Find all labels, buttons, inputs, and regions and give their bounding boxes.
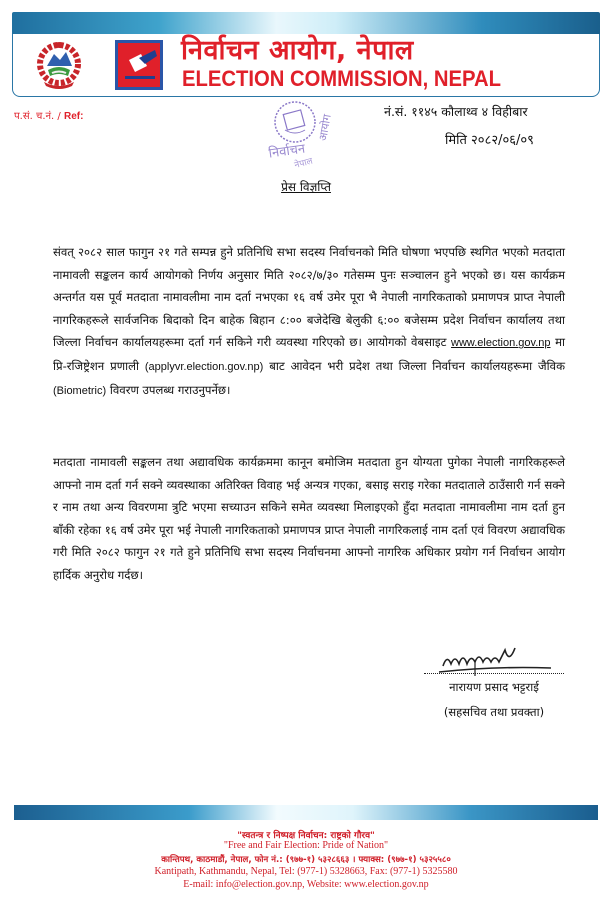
- svg-text:आयोग: आयोग: [316, 113, 334, 142]
- letterhead-top-band: [12, 12, 600, 34]
- prereg-url: (applyvr.election.gov.np): [144, 360, 264, 373]
- title-english: ELECTION COMMISSION, NEPAL: [182, 66, 501, 91]
- reference-label-english: Ref:: [63, 111, 84, 122]
- footer-address-english: Kantipath, Kathmandu, Nepal, Tel: (977-1) 5328663, Fax: (977-1) 5325580: [154, 866, 458, 877]
- footer-slogan-english: "Free and Fair Election: Pride of Nation": [223, 840, 389, 851]
- svg-text:निर्वाचन: निर्वाचन: [267, 141, 307, 162]
- biometric-term: (Biometric): [53, 384, 107, 397]
- reference-label: [14, 108, 83, 122]
- website-link[interactable]: www.election.gov.np: [451, 337, 551, 350]
- svg-text:नेपाल: नेपाल: [293, 156, 314, 171]
- paragraph-2: मतदाता नामावली सङ्कलन तथा अद्यावधिक कार्यक्रममा कानून बमोजिम मतदाता हुन योग्यता पुगेका नेपाली नागरिकहरूले आफ्नो नाम दर्ता गर्न सक्ने व्यवस्थाका अतिरिक्त विवाह भई अन्यत्र गएका, बसाइ सराइ गरेका मतदाताले ठाउँसारी गर्न सक्ने र नाम तथा अन्य विवरणमा त्रुटि भएमा सच्याउन सकिने समेत व्यवस्था मिलाइएको हुँदा मतदाता नामावलीमा नाम दर्ता हुन बाँकी रहेका १६ वर्ष उमेर पूरा भई नेपाली नागरिकताको प्रमाणपत्र प्राप्त नेपाली नागरिकलाई नाम दर्ता एवं विवरण अद्यावधिक गरी मिति २०८२ फागुन २१ गते हुने प्रतिनिधि सभा सदस्य निर्वाचनमा आफ्नो नागरिक अधिकार प्रयोग गर्न निर्वाचन आयोग हार्दिक अनुरोध गर्दछ।: [53, 455, 565, 582]
- footer-contact: E-mail: info@election.gov.np, Website: www.election.gov.np: [183, 879, 429, 890]
- paragraph-1-text-b: मा प्रि-रजिष्ट्रेशन प्रणाली: [53, 335, 565, 373]
- nepal-emblem-icon: [36, 40, 82, 92]
- press-release-heading: [0, 178, 612, 195]
- footer-band: [14, 805, 598, 820]
- footer-address-nepali: कान्तिपथ, काठमाडौं, नेपाल, फोन नं.: (९७७-१) ५३२८६६३ । फ्याक्स: (९७७-१) ५३२५५८०: [161, 855, 451, 865]
- signature-line: [424, 673, 564, 674]
- signatory-title: (सहसचिव तथा प्रवक्ता): [443, 705, 545, 719]
- election-commission-logo-icon: [115, 40, 163, 90]
- press-release-heading-text: प्रेस विज्ञप्ति: [281, 180, 331, 194]
- title-nepali: निर्वाचन आयोग, नेपाल: [181, 35, 414, 66]
- paragraph-1: [53, 241, 565, 402]
- signatory-name: नारायण प्रसाद भट्टराई: [449, 680, 539, 694]
- reference-label-nepali: प.सं. च.नं. /: [14, 111, 61, 122]
- signature-icon: [435, 640, 555, 676]
- paragraph-1-text-d: विवरण उपलब्ध गराउनुपर्नेछ।: [106, 382, 231, 397]
- official-stamp-icon: [255, 96, 345, 176]
- letter-date: मिति २०८२/०६/०९: [445, 133, 534, 148]
- footer-slogan-nepali: "स्वतन्त्र र निष्पक्ष निर्वाचन: राष्ट्रको गौरव": [237, 831, 375, 841]
- paragraph-1-text-c: बाट आवेदन भरी प्रदेश तथा जिल्ला निर्वाचन कार्यालयहरूमा जैविक: [263, 358, 565, 373]
- nepal-sambat-dateline: नं.सं. ११४५ कौलाथ्व ४ विहीबार: [384, 104, 528, 119]
- paragraph-1-text-a: संवत् २०८२ साल फागुन २१ गते सम्पन्न हुने प्रतिनिधि सभा सदस्य निर्वाचनको मिति घोषणा भएपछि स्थगित भएको मतदाता नामावली सङ्कलन कार्य आयोगको निर्णय अनुसार मिति २०८२/७/३० गतेसम्म पुनः सञ्चालन हुने भएको छ। यस कार्यक्रम अन्तर्गत यस पूर्व मतदाता नामावलीमा नाम दर्ता नभएका १६ वर्ष उमेर पूरा भै नेपाली नागरिकताको प्रमाणपत्र प्राप्त नेपाली नागरिकहरूले सार्वजनिक बिदाको दिन बाहेक बिहान ८:०० बजेदेखि बेलुकी ६:०० बजेसम्म प्रदेश निर्वाचन कार्यालय तथा जिल्ला निर्वाचन कार्यालयहरूमा दर्ता गर्न सकिने गरी व्यवस्था गरिएको छ। आयोगको वेबसाइट: [53, 245, 565, 350]
